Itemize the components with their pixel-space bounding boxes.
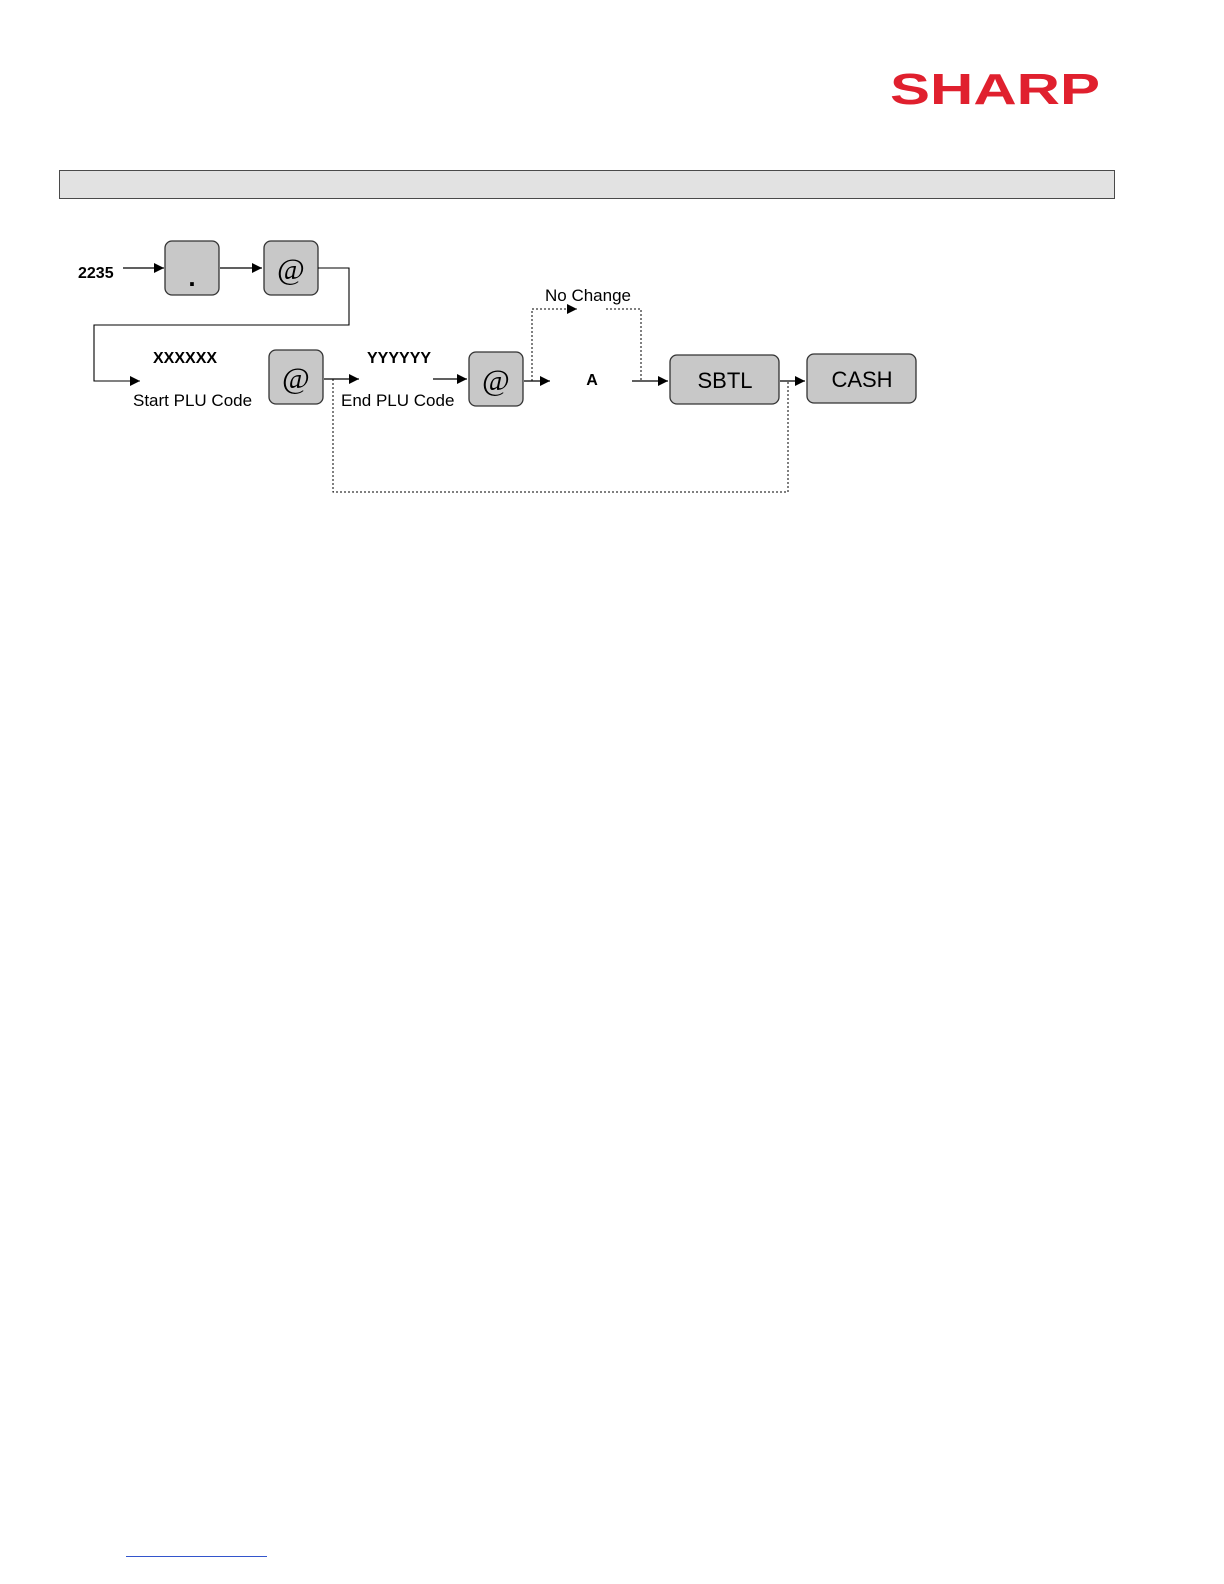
at-key-2-label: @ [282,362,310,395]
start-plu-value: XXXXXX [153,350,218,367]
key-sequence-diagram [0,0,1224,560]
setting-a-text: A [586,372,598,389]
at-key-1[interactable] [264,241,318,295]
at-key-2[interactable] [269,350,323,404]
sbtl-key-label: SBTL [697,368,753,393]
at-key-3-label: @ [482,364,510,397]
sbtl-key[interactable] [670,355,779,404]
no-change-path-out [606,309,641,381]
at-key-1-label: @ [277,253,305,286]
cash-key[interactable] [807,354,916,403]
at-key-3[interactable] [469,352,523,406]
end-plu-value: YYYYYY [367,350,432,367]
cash-key-label: CASH [831,367,893,392]
decimal-key[interactable] [165,241,219,295]
no-change-path-in [532,309,577,381]
job-code-text: 2235 [78,265,114,282]
no-change-label: No Change [545,286,632,305]
footer-link[interactable] [126,1556,267,1557]
start-plu-label: Start PLU Code [133,391,253,410]
end-plu-label: End PLU Code [341,391,455,410]
brand-logo-text: SHARP [890,65,1100,112]
decimal-key-label: . [188,262,196,292]
